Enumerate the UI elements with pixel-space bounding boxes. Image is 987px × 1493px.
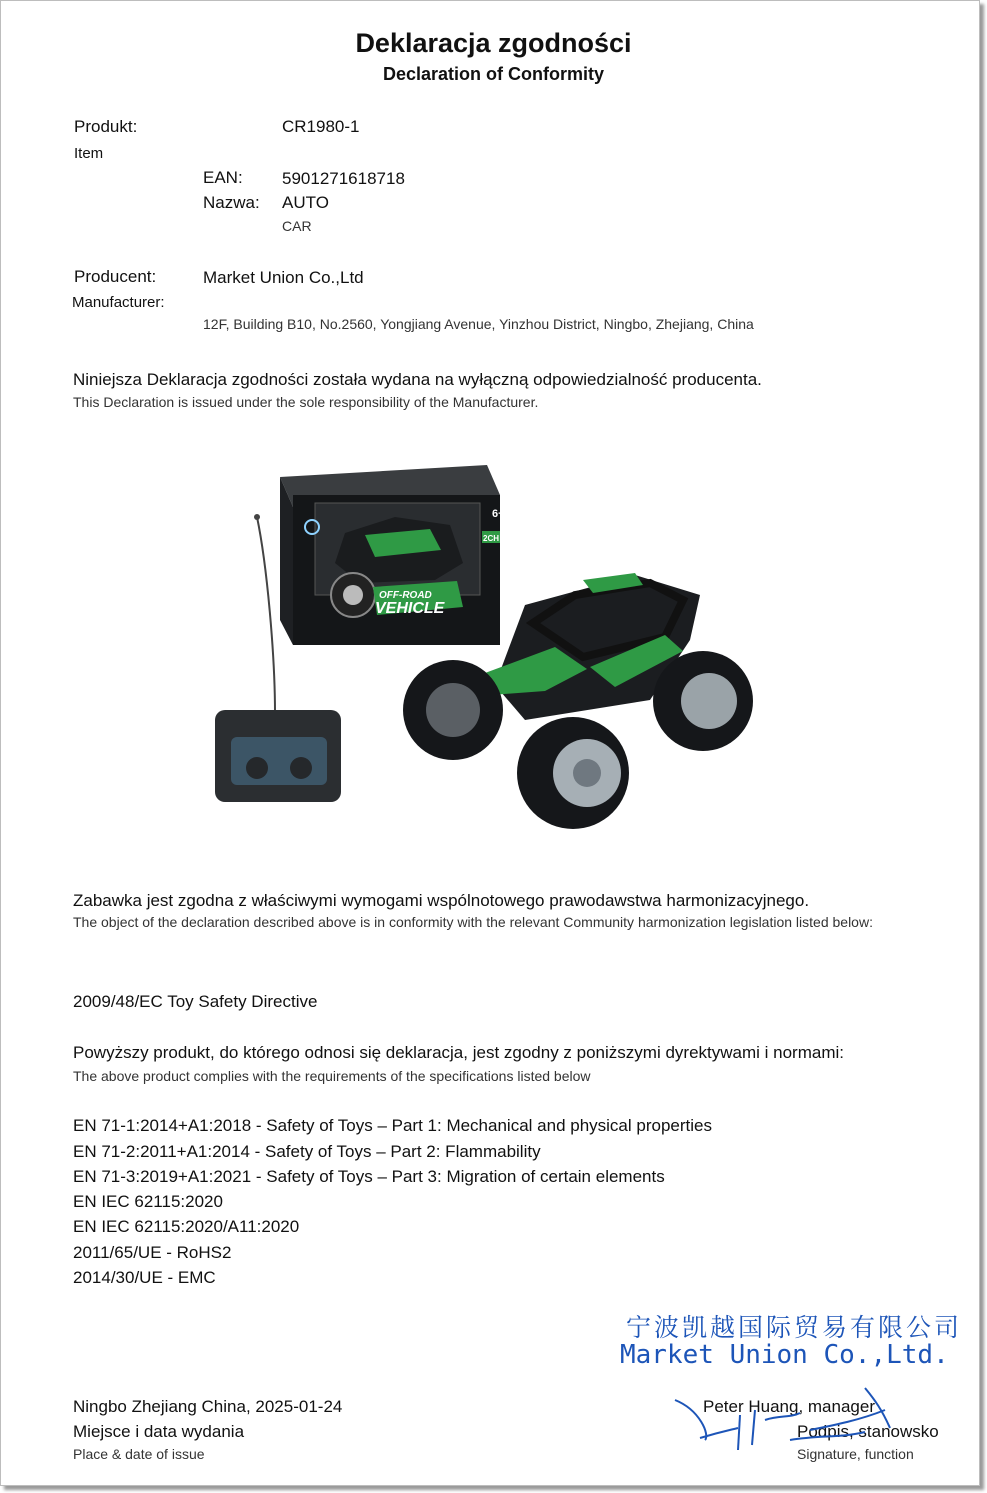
responsibility-statement: Niniejsza Deklaracja zgodności została wydana na wyłączną odpowiedzialność producenta. [73, 370, 762, 389]
page-title: Deklaracja zgodności [355, 28, 632, 58]
manufacturer-name: Market Union Co.,Ltd [203, 268, 364, 287]
standard-item: 2011/65/UE - RoHS2 [73, 1243, 232, 1262]
manufacturer-label-en: Manufacturer: [72, 294, 165, 311]
conformity-statement-en: The object of the declaration described above is in conformity with the relevant Community harmonization legislation listed below: [73, 914, 873, 930]
name-value: AUTO [282, 193, 329, 212]
standard-item: EN IEC 62115:2020/A11:2020 [73, 1217, 300, 1236]
signatory: Peter Huang, manager [703, 1397, 875, 1416]
responsibility-statement-en: This Declaration is issued under the sole responsibility of the Manufacturer. [73, 394, 539, 410]
box-badge: OFF-ROAD [379, 590, 432, 601]
conformity-statement: Zabawka jest zgodna z właściwymi wymogami wspólnotowego prawodawstwa harmonizacyjnego. [73, 891, 810, 910]
box-age: 6+ [492, 508, 505, 520]
box-title: VEHICLE [375, 600, 445, 617]
compliance-statement-en: The above product complies with the requirements of the specifications listed below [73, 1068, 591, 1084]
signature-label: Podpis, stanowsko [797, 1422, 939, 1441]
company-stamp-chinese: 宁波凯越国际贸易有限公司 [626, 1313, 963, 1342]
compliance-statement: Powyższy produkt, do którego odnosi się deklaracja, jest zgodny z poniższymi dyrektywami i normami: [73, 1043, 844, 1062]
handwritten-signature [660, 1380, 920, 1460]
standard-item: EN IEC 62115:2020 [73, 1192, 223, 1211]
box-channels: 2CH [483, 534, 500, 543]
standard-item: EN 71-2:2011+A1:2014 - Safety of Toys – Part 2: Flammability [73, 1142, 541, 1161]
ean-value: 5901271618718 [282, 169, 405, 188]
signature-label-en: Signature, function [797, 1446, 914, 1462]
product-label-en: Item [74, 145, 104, 162]
place-date: Ningbo Zhejiang China, 2025-01-24 [73, 1397, 343, 1416]
standard-item: EN 71-1:2014+A1:2018 - Safety of Toys – Part 1: Mechanical and physical properties [73, 1116, 712, 1135]
packaging-box [280, 465, 505, 645]
manufacturer-address: 12F, Building B10, No.2560, Yongjiang Avenue, Yinzhou District, Ningbo, Zhejiang, China [203, 316, 754, 332]
company-stamp-english: Market Union Co.,Ltd. [620, 1340, 949, 1370]
ean-label: EAN: [203, 168, 243, 187]
name-label: Nazwa: [203, 193, 260, 212]
place-label-en: Place & date of issue [73, 1446, 205, 1462]
product-code: CR1980-1 [282, 117, 360, 136]
standard-item: 2014/30/UE - EMC [73, 1268, 216, 1287]
place-label: Miejsce i data wydania [73, 1422, 245, 1441]
product-label: Produkt: [74, 117, 138, 136]
name-value-en: CAR [282, 218, 312, 234]
manufacturer-label: Producent: [74, 267, 157, 286]
page-subtitle: Declaration of Conformity [382, 64, 605, 84]
product-photo [195, 455, 770, 850]
directive: 2009/48/EC Toy Safety Directive [73, 992, 318, 1011]
standard-item: EN 71-3:2019+A1:2021 - Safety of Toys – Part 3: Migration of certain elements [73, 1167, 665, 1186]
